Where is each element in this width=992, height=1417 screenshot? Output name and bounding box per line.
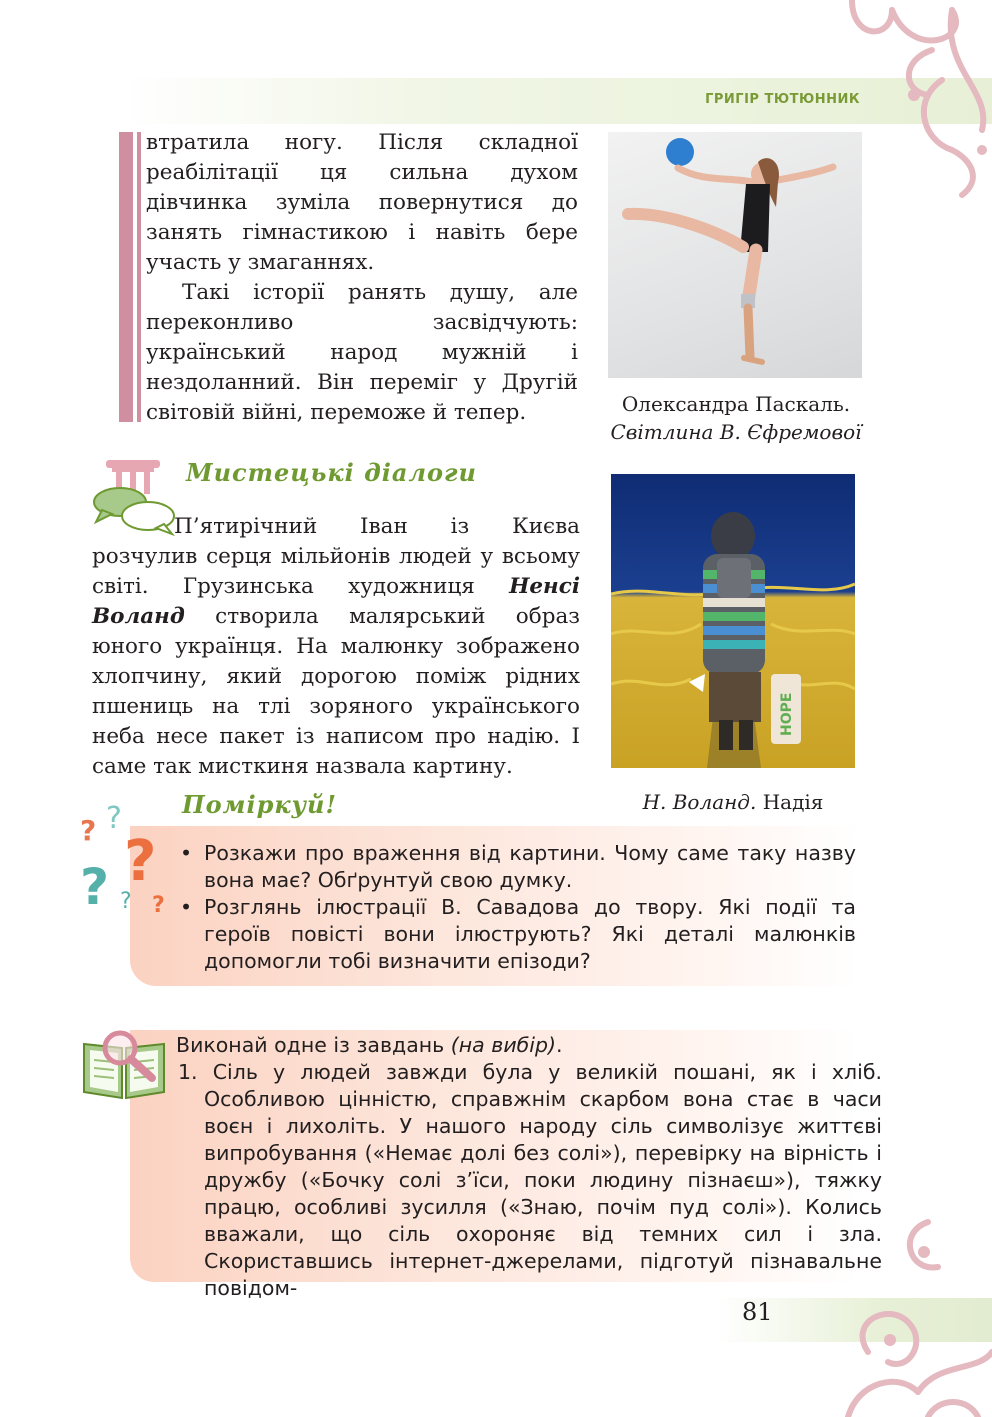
task-intro-end: .: [556, 1033, 563, 1057]
think-title: Поміркуй!: [182, 790, 337, 819]
painting-caption-author: Н. Воланд.: [642, 790, 757, 814]
svg-text:?: ?: [124, 829, 157, 894]
think-question-list: [176, 840, 856, 975]
quote-side-rule: [119, 132, 133, 422]
svg-text:?: ?: [152, 893, 165, 916]
svg-text:?: ?: [80, 814, 97, 847]
art-dialogues-paragraph: [92, 512, 580, 782]
floral-ornament-bottom-icon: [828, 1212, 992, 1417]
book-magnifier-icon: [80, 1026, 168, 1106]
bag-hope-label: HOPE: [779, 692, 795, 736]
hope-painting: [611, 474, 855, 768]
art-dialogues-title: Мистецькі діалоги: [186, 458, 477, 487]
running-head: ГРИГІР ТЮТЮННИК: [705, 92, 860, 107]
svg-text:?: ?: [106, 801, 122, 836]
art-text-before: П’ятирічний Іван із Києва розчулив серця мільйонів людей у всьому світі. Грузинська художниця: [92, 514, 580, 599]
think-question-1: • Розкажи про враження від картини. Чому саме таку назву вона має? Обґрунтуй свою думку.: [176, 840, 856, 894]
task-item-1: [178, 1059, 882, 1302]
art-text-after: створила малярський образ юного українця. На малюнку зображено хлопчину, який дорогою поміж рідних пшениць на тлі зоряного українського неба несе пакет із написом про надію. І саме так мисткиня назвала картину.: [92, 604, 580, 779]
task-intro-text: Виконай одне із завдань: [176, 1033, 445, 1057]
question-marks-icon: [76, 800, 176, 916]
task-intro: [176, 1032, 856, 1059]
task-item-1-text: Сіль у людей завжди була у великій пошані, як і хліб. Особливою цінністю, справжнім скарбом вона стає в часи воєн і лихоліть. У нашого народу сіль символізує життєві випробування («Немає долі без солі»), перевірку на вірність і дружбу («Бочку солі з’їси, поки людину пізнаєш»), тяжку працю, особливі зусилля («Знаю, почім пуд солі»). Колись вважали, що сіль охороняє від темних сил і зла. Скориставшись інтернет-джерелами, підготуй пізнавальне повідом-: [204, 1060, 882, 1300]
intro-paragraph-2: Такі історії ранять душу, але переконливо засвідчують: український народ мужній і нездоланний. Він переміг у Другій світовій війні, переможе й тепер.: [146, 280, 578, 425]
intro-paragraph-1: втратила ногу. Після складної реабілітації ця сильна духом дівчинка зуміла повернутися до занять гімнастикою і навіть бере участь у змаганнях.: [146, 130, 578, 275]
svg-text:?: ?: [80, 858, 110, 916]
gymnast-photo-caption: [606, 390, 866, 446]
task-item-1-number: 1.: [178, 1060, 198, 1084]
painting-caption: [611, 788, 855, 816]
think-question-2: • Розглянь ілюстрації В. Савадова до твору. Які події та героїв повісті вони ілюструють? Які деталі малюнків допомогли тобі визначити епізоди?: [176, 894, 856, 975]
svg-text:?: ?: [120, 889, 132, 914]
caption-line-1: Олександра Паскаль.: [621, 392, 851, 416]
caption-line-2: Світлина В. Єфремової: [610, 420, 862, 444]
artist-name: Ненсі Воланд: [92, 574, 580, 629]
gymnast-photo: [608, 132, 862, 378]
painting-caption-title: Надія: [762, 790, 824, 814]
page-number: 81: [742, 1298, 773, 1326]
task-intro-note: (на вибір): [450, 1033, 557, 1057]
